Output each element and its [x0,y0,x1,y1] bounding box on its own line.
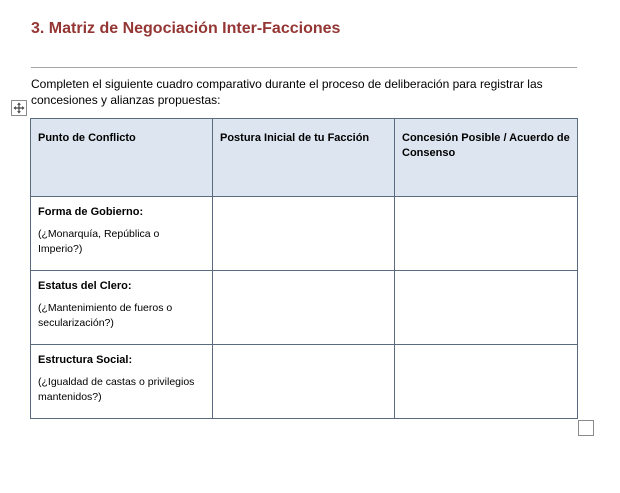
table-resize-handle[interactable] [578,420,594,436]
table-row [31,345,578,419]
conflict-title: Estructura Social: [38,354,133,366]
table-header-row [31,119,578,197]
concession-cell[interactable] [395,197,578,271]
conflict-question: (¿Mantenimiento de fueros o secularización?) [38,302,173,329]
header-cell-conflict[interactable] [31,119,213,197]
concession-cell[interactable] [395,345,578,419]
initial-position-cell[interactable] [213,197,395,271]
conflict-cell[interactable] [31,197,213,271]
conflict-title: Forma de Gobierno: [38,206,144,218]
conflict-question: (¿Monarquía, República o Imperio?) [38,228,160,255]
heading-divider [31,67,577,68]
header-cell-concession[interactable] [395,119,578,197]
header-label: Postura Inicial de tu Facción [220,132,370,144]
negotiation-matrix-table [30,118,578,419]
table-row [31,197,578,271]
conflict-title: Estatus del Clero: [38,280,132,292]
conflict-question: (¿Igualdad de castas o privilegios mantenidos?) [38,376,195,403]
intro-paragraph: Completen el siguiente cuadro comparativo durante el proceso de deliberación para registrar las concesiones y alianzas propuestas: [31,77,543,107]
move-arrows-icon [13,102,25,114]
header-label: Punto de Conflicto [38,132,136,144]
conflict-cell[interactable] [31,271,213,345]
header-label: Concesión Posible / Acuerdo de Consenso [402,132,570,159]
table-row [31,271,578,345]
concession-cell[interactable] [395,271,578,345]
conflict-cell[interactable] [31,345,213,419]
section-heading: 3. Matriz de Negociación Inter-Facciones [31,20,341,37]
header-cell-initial-position[interactable] [213,119,395,197]
table-move-handle[interactable] [11,100,27,116]
initial-position-cell[interactable] [213,271,395,345]
initial-position-cell[interactable] [213,345,395,419]
